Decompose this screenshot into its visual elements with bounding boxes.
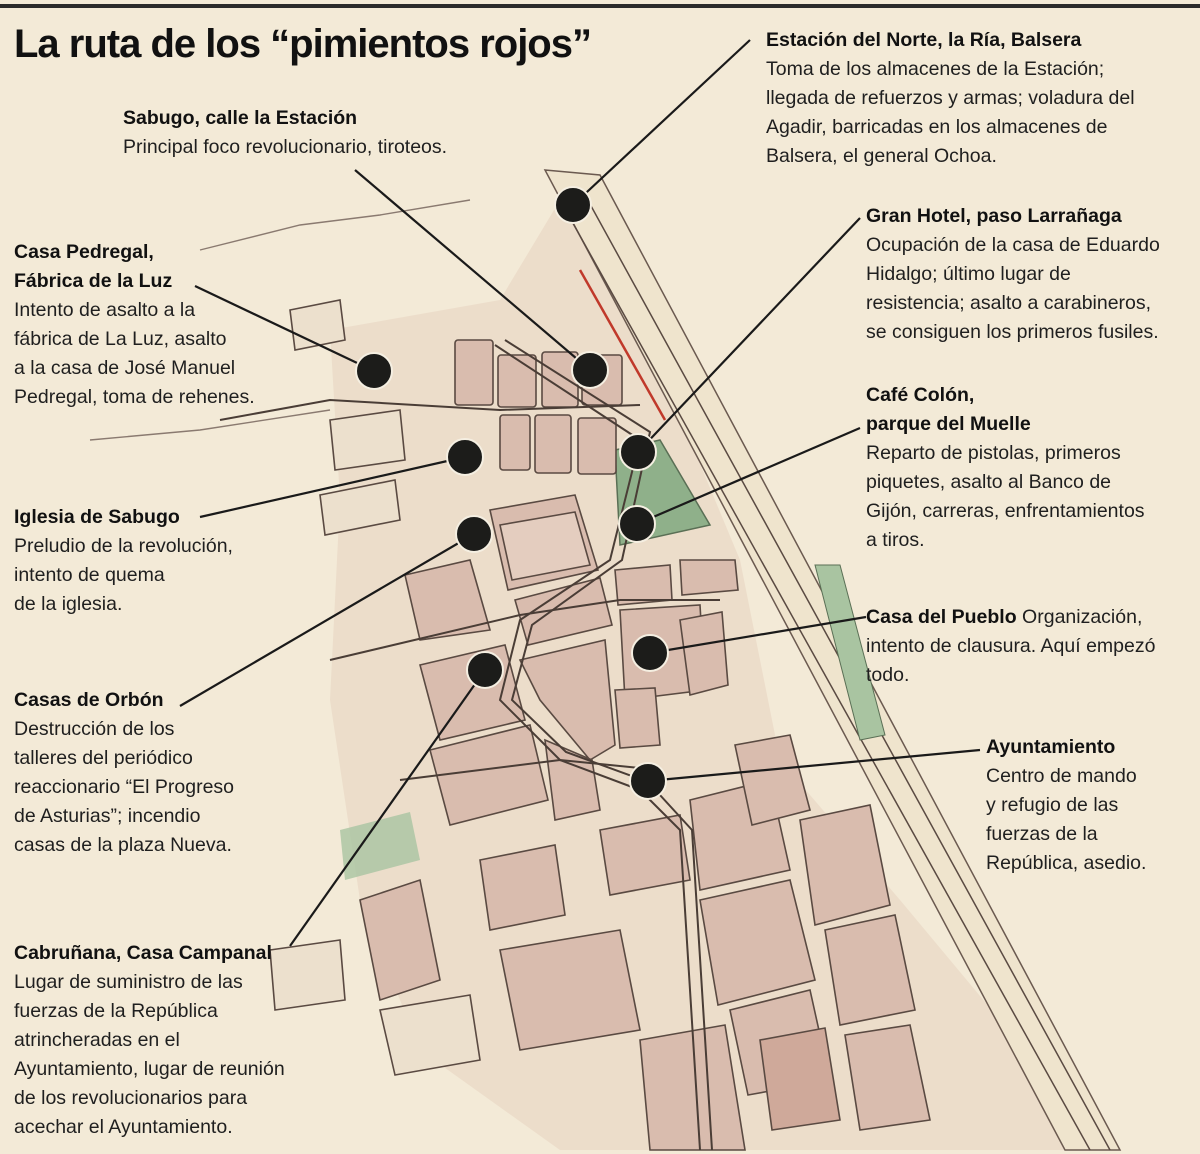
label-casas-orbon <box>14 686 284 860</box>
marker-estacion-norte <box>555 187 591 223</box>
label-heading: Sabugo, calle la Estación <box>123 107 358 129</box>
marker-sabugo-estacion <box>572 352 608 388</box>
label-cafe-colon <box>866 381 1196 555</box>
label-line: acechar el Ayuntamiento. <box>14 1116 233 1138</box>
label-line: Principal foco revolucionario, tiroteos. <box>123 136 448 158</box>
label-line: reaccionario “El Progreso <box>14 776 235 798</box>
label-line: a la casa de José Manuel <box>14 357 236 379</box>
marker-cabrunana <box>467 652 503 688</box>
label-heading: Estación del Norte, la Ría, Balsera <box>766 29 1082 51</box>
marker-iglesia <box>447 439 483 475</box>
label-line: Agadir, barricadas en los almacenes de <box>766 116 1108 138</box>
label-cabrunana <box>14 939 344 1142</box>
label-heading: Gran Hotel, paso Larrañaga <box>866 205 1122 227</box>
label-line: Toma de los almacenes de la Estación; <box>766 58 1105 80</box>
label-gran-hotel <box>866 202 1196 347</box>
marker-gran-hotel <box>620 434 656 470</box>
label-line: fuerzas de la <box>986 823 1098 845</box>
city-block <box>535 415 571 473</box>
label-ayuntamiento <box>986 733 1196 878</box>
city-block <box>330 410 405 470</box>
label-heading: Ayuntamiento <box>986 736 1116 758</box>
label-heading: Iglesia de Sabugo <box>14 506 180 528</box>
label-line: Ocupación de la casa de Eduardo <box>866 234 1160 256</box>
label-line: Intento de asalto a la <box>14 299 196 321</box>
label-line: fábrica de La Luz, asalto <box>14 328 227 350</box>
label-line: talleres del periódico <box>14 747 193 769</box>
label-casa-pueblo <box>866 603 1196 690</box>
label-line: Reparto de pistolas, primeros <box>866 442 1121 464</box>
label-line: República, asedio. <box>986 852 1147 874</box>
label-heading: parque del Muelle <box>866 413 1031 435</box>
label-line: Centro de mando <box>986 765 1137 787</box>
label-first-line <box>866 603 1196 632</box>
label-line: intento de quema <box>14 564 165 586</box>
label-line: se consiguen los primeros fusiles. <box>866 321 1159 343</box>
label-line: Preludio de la revolución, <box>14 535 233 557</box>
label-line: casas de la plaza Nueva. <box>14 834 232 856</box>
leader-estacion-norte <box>573 40 750 205</box>
label-line: fuerzas de la República <box>14 1000 218 1022</box>
label-line: Pedregal, toma de rehenes. <box>14 386 255 408</box>
city-block <box>800 805 890 925</box>
label-estacion-norte <box>766 26 1196 171</box>
label-heading: Café Colón, <box>866 384 975 406</box>
city-block <box>455 340 493 405</box>
label-line: Balsera, el general Ochoa. <box>766 145 997 167</box>
marker-casa-pedregal <box>356 353 392 389</box>
label-heading: Casa Pedregal, <box>14 241 154 263</box>
label-line: de la iglesia. <box>14 593 123 615</box>
label-line: atrincheradas en el <box>14 1029 180 1051</box>
street-west-outline <box>90 410 330 440</box>
city-block <box>760 1028 840 1130</box>
city-block <box>680 560 738 595</box>
label-line: Ayuntamiento, lugar de reunión <box>14 1058 285 1080</box>
label-line: resistencia; asalto a carabineros, <box>866 292 1152 314</box>
label-iglesia-sabugo <box>14 503 274 619</box>
label-line: de los revolucionarios para <box>14 1087 248 1109</box>
label-line: llegada de refuerzos y armas; voladura del <box>766 87 1135 109</box>
label-heading: Fábrica de la Luz <box>14 270 173 292</box>
marker-cafe-colon <box>619 506 655 542</box>
label-line: Lugar de suministro de las <box>14 971 243 993</box>
city-block <box>498 355 536 407</box>
label-sabugo-estacion <box>123 104 523 162</box>
label-line: Organización, <box>1016 606 1143 628</box>
city-block <box>578 418 616 474</box>
label-line: a tiros. <box>866 529 925 551</box>
city-block <box>480 845 565 930</box>
city-block <box>380 995 480 1075</box>
label-line: y refugio de las <box>986 794 1119 816</box>
label-heading: Casa del Pueblo <box>866 606 1017 628</box>
page-title: La ruta de los “pimientos rojos” <box>14 22 591 66</box>
city-block <box>615 688 660 748</box>
label-line: Destrucción de los <box>14 718 175 740</box>
city-block <box>500 415 530 470</box>
marker-casas-orbon <box>456 516 492 552</box>
label-line: Gijón, carreras, enfrentamientos <box>866 500 1145 522</box>
marker-casa-pueblo <box>632 635 668 671</box>
label-heading: Casas de Orbón <box>14 689 164 711</box>
label-line: de Asturias”; incendio <box>14 805 201 827</box>
label-line: todo. <box>866 664 910 686</box>
label-line: Hidalgo; último lugar de <box>866 263 1071 285</box>
marker-ayuntamiento <box>630 763 666 799</box>
city-block <box>500 930 640 1050</box>
label-casa-pedregal <box>14 238 314 412</box>
label-line: intento de clausura. Aquí empezó <box>866 635 1156 657</box>
label-line: piquetes, asalto al Banco de <box>866 471 1112 493</box>
label-heading: Cabruñana, Casa Campanal <box>14 942 272 964</box>
